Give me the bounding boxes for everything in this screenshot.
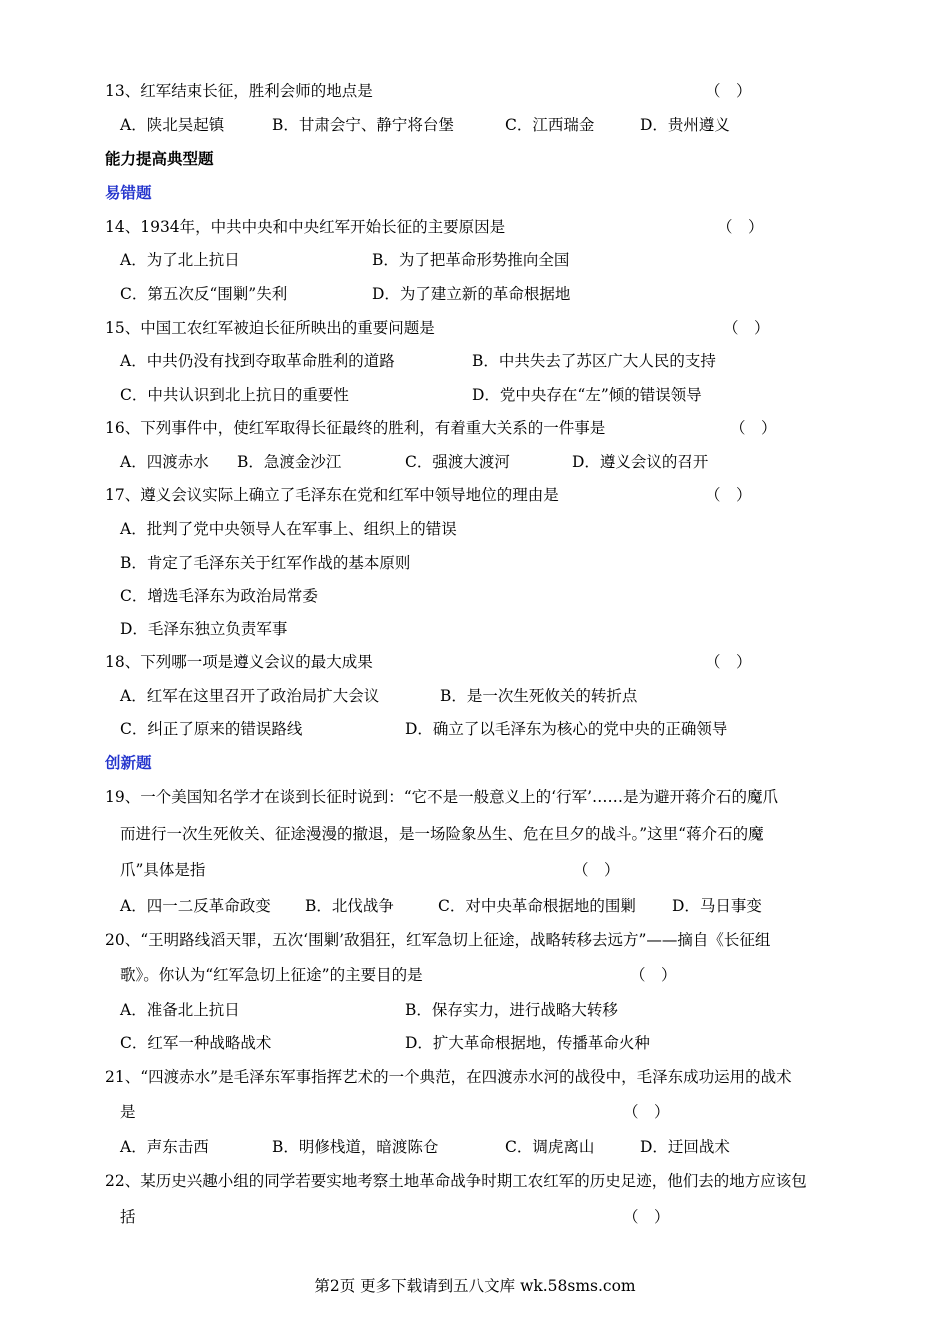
question-17 [0, 478, 950, 512]
answer-bracket: （ ） [573, 861, 620, 879]
question-19-line-2: 而进行一次生死攸关、征途漫漫的撤退，是一场险象丛生、危在旦夕的战斗。”这里“蒋介石的魔 [120, 825, 764, 843]
option-b: B．甘肃会宁、静宁将台堡 [272, 116, 454, 134]
question-text: 歌》。你认为“红军急切上征途”的主要目的是 [120, 966, 423, 984]
option-d: D．为了建立新的革命根据地 [372, 285, 571, 303]
option-d: D．确立了以毛泽东为核心的党中央的正确领导 [405, 720, 728, 738]
question-21-line-2 [0, 1095, 950, 1129]
option-a: A．红军在这里召开了政治局扩大会议 [120, 687, 380, 705]
options-row [0, 1130, 950, 1164]
option-b: B．中共失去了苏区广大人民的支持 [472, 352, 716, 370]
question-text: 爪”具体是指 [120, 861, 206, 879]
option-b: B．北伐战争 [305, 897, 394, 915]
question-text: 13、红军结束长征，胜利会师的地点是 [105, 82, 373, 100]
options-row [0, 108, 950, 142]
question-text: 14、1934年，中共中央和中央红军开始长征的主要原因是 [105, 218, 506, 236]
question-15 [0, 311, 950, 345]
options-row [0, 1026, 950, 1060]
option-b: B．是一次生死攸关的转折点 [440, 687, 638, 705]
option-b: B．急渡金沙江 [237, 453, 342, 471]
question-18 [0, 645, 950, 679]
options-row [0, 378, 950, 412]
section-heading-ability: 能力提高典型题 [105, 150, 214, 168]
question-19-line-3 [0, 853, 950, 887]
option-c: C．对中央革命根据地的围剿 [438, 897, 636, 915]
answer-bracket: （ ） [717, 218, 764, 236]
option-a: A．准备北上抗日 [120, 1001, 240, 1019]
question-text: 是 [120, 1103, 136, 1121]
options-row [0, 993, 950, 1027]
option-c: C．强渡大渡河 [405, 453, 510, 471]
answer-bracket: （ ） [730, 419, 777, 437]
answer-bracket: （ ） [623, 1103, 670, 1121]
question-14 [0, 210, 950, 244]
answer-bracket: （ ） [705, 486, 752, 504]
question-22-line-1: 22、某历史兴趣小组的同学若要实地考察土地革命战争时期工农红军的历史足迹，他们去的地方应该包 [105, 1172, 807, 1190]
options-row [0, 445, 950, 479]
options-row [0, 243, 950, 277]
question-21-line-1: 21、“四渡赤水”是毛泽东军事指挥艺术的一个典范，在四渡赤水河的战役中，毛泽东成功运用的战术 [105, 1068, 792, 1086]
question-text: 15、中国工农红军被迫长征所映出的重要问题是 [105, 319, 435, 337]
option-a: A．为了北上抗日 [120, 251, 240, 269]
options-row [0, 679, 950, 713]
answer-bracket: （ ） [623, 1208, 670, 1226]
option-a: A．陕北吴起镇 [120, 116, 225, 134]
option-c: C．红军一种战略战术 [120, 1034, 272, 1052]
option-a: A．中共仍没有找到夺取革命胜利的道路 [120, 352, 395, 370]
answer-bracket: （ ） [630, 966, 677, 984]
answer-bracket: （ ） [723, 319, 770, 337]
options-row [0, 889, 950, 923]
question-text: 括 [120, 1208, 136, 1226]
question-16 [0, 411, 950, 445]
page-footer: 第2页 更多下载请到五八文库 wk.58sms.com [314, 1277, 636, 1295]
option-c: C．中共认识到北上抗日的重要性 [120, 386, 349, 404]
option-b: B．肯定了毛泽东关于红军作战的基本原则 [120, 554, 411, 572]
option-a: A．四一二反革命政变 [120, 897, 271, 915]
question-text: 16、下列事件中，使红军取得长征最终的胜利，有着重大关系的一件事是 [105, 419, 606, 437]
options-row [0, 277, 950, 311]
answer-bracket: （ ） [705, 82, 752, 100]
options-row [0, 344, 950, 378]
option-b: B．明修栈道，暗渡陈仓 [272, 1138, 439, 1156]
option-c: C．江西瑞金 [505, 116, 595, 134]
option-d: D．遵义会议的召开 [572, 453, 709, 471]
option-c: C．增选毛泽东为政治局常委 [120, 587, 318, 605]
option-d: D．马日事变 [672, 897, 762, 915]
option-a: A．声东击西 [120, 1138, 209, 1156]
option-a: A．批判了党中央领导人在军事上、组织上的错误 [120, 520, 457, 538]
question-19-line-1: 19、一个美国知名学才在谈到长征时说到：“它不是一般意义上的‘行军’……是为避开蒋介石的魔爪 [105, 788, 779, 806]
option-d: D．扩大革命根据地，传播革命火种 [405, 1034, 650, 1052]
option-b: B．为了把革命形势推向全国 [372, 251, 570, 269]
section-heading-innovation: 创新题 [105, 754, 152, 772]
answer-bracket: （ ） [705, 653, 752, 671]
question-text: 18、下列哪一项是遵义会议的最大成果 [105, 653, 373, 671]
question-20-line-1: 20、“王明路线滔天罪，五次‘围剿’敌猖狂，红军急切上征途，战略转移去远方”——摘自《长征组 [105, 931, 771, 949]
option-d: D．贵州遵义 [640, 116, 730, 134]
option-c: C．第五次反“围剿”失利 [120, 285, 288, 303]
question-13 [0, 74, 950, 108]
option-d: D．毛泽东独立负责军事 [120, 620, 288, 638]
option-b: B．保存实力，进行战略大转移 [405, 1001, 618, 1019]
section-heading-error-prone: 易错题 [105, 184, 152, 202]
question-22-line-2 [0, 1200, 950, 1234]
option-a: A．四渡赤水 [120, 453, 209, 471]
option-d: D．迂回战术 [640, 1138, 730, 1156]
question-20-line-2 [0, 958, 950, 992]
option-c: C．调虎离山 [505, 1138, 595, 1156]
options-row [0, 712, 950, 746]
option-c: C．纠正了原来的错误路线 [120, 720, 303, 738]
question-text: 17、遵义会议实际上确立了毛泽东在党和红军中领导地位的理由是 [105, 486, 559, 504]
option-d: D．党中央存在“左”倾的错误领导 [472, 386, 702, 404]
